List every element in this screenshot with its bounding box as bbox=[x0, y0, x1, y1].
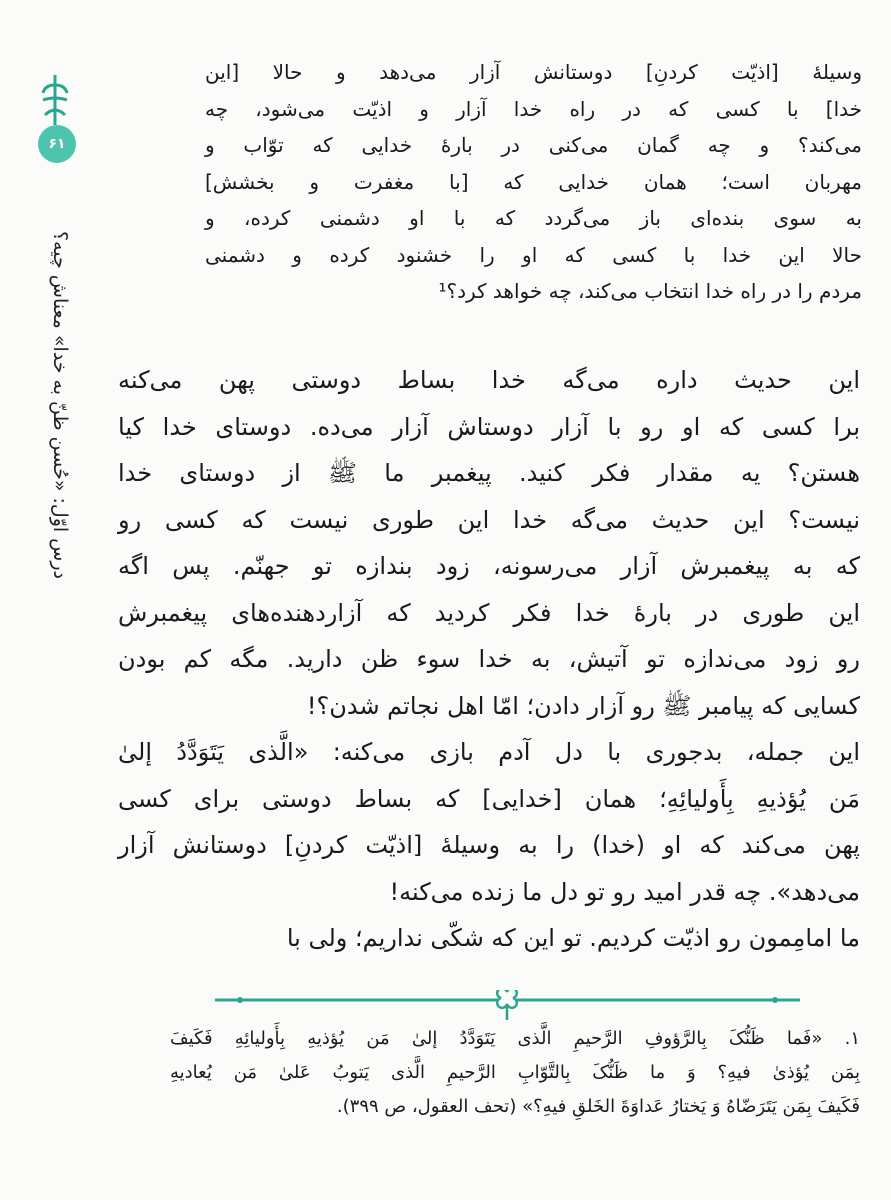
text-line: رو زود می‌ندازه تو آتیش، به خدا سوء ظن دارید. مگه کم بودن bbox=[118, 645, 860, 673]
text-line: مهربان است؛ همان خدایی که [با مغفرت و بخشش] bbox=[205, 169, 862, 194]
text-line: برا کسی که او رو با آزار دوستاش آزار می‌ده. دوستای خدا کیا bbox=[118, 412, 860, 441]
text-line: مَن یُؤذیهِ بِأَولیائِهِ؛ همان [خدایی] که بساط دوستی برای کسی bbox=[118, 784, 860, 813]
text-line: حالا این خدا با کسی که او را خشنود کرده و دشمنی bbox=[205, 242, 862, 267]
running-title-text: درس اوّل: «حُسن ظنّ به خدا» معناش چیه؟ bbox=[49, 230, 71, 580]
text-line: می‌کند؟ و چه گمان می‌کنی در بارهٔ خدایی که توّاب و bbox=[205, 133, 862, 157]
text-line: بِمَن یُؤذیٰ فیهِ؟ وَ ما ظَنُّکَ بِالتَّوّابِ الرَّحیمِ الَّذی یَتوبُ عَلیٰ مَن یُعادیهِ bbox=[170, 1062, 860, 1083]
text-line: ۱. «فَما ظَنُّکَ بِالرَّؤوفِ الرَّحیمِ الَّذی یَتَوَدَّدُ إلیٰ مَن یُؤذیهِ بِأَولیائِهِ فَکَیفَ bbox=[170, 1028, 860, 1049]
text-line: ما امامِمون رو اذیّت کردیم. تو این که شکّی نداریم؛ ولی با bbox=[286, 924, 860, 952]
text-line: وسیلهٔ [اذیّت کردنِ] دوستانش آزار می‌دهد و حالا [این bbox=[205, 60, 862, 84]
text-line: خدا] با کسی که در راه خدا آزار و اذیّت می‌شود، چه bbox=[205, 96, 862, 121]
text-line: نیست؟ این حدیث می‌گه خدا این طوری نیست که کسی رو bbox=[118, 505, 860, 534]
text-line: مردم را در راه خدا انتخاب می‌کند، چه خواهد کرد؟¹ bbox=[438, 279, 862, 303]
running-title bbox=[50, 175, 70, 635]
text-line: کسایی که پیامبر ﷺ رو آزار دادن؛ امّا اهل نجاتم شدن؟! bbox=[306, 691, 860, 720]
text-line: به سوی بنده‌ای باز می‌گردد که با او دشمنی کرده، و bbox=[205, 206, 862, 230]
text-line: فَکَیفَ بِمَن یَتَرَضّاهُ وَ یَختارُ عَداوَةَ الخَلقِ فیهِ؟» (تحف العقول، ص ۳۹۹). bbox=[336, 1096, 860, 1117]
text-line: هستن؟ یه مقدار فکر کنید. پیغمبر ما ﷺ از دوستای خدا bbox=[118, 459, 860, 487]
text-line: می‌دهد». چه قدر امید رو تو دل ما زنده می‌کنه! bbox=[389, 877, 860, 906]
footnote-divider bbox=[215, 990, 800, 1024]
page-number: ۶۱ bbox=[38, 125, 76, 163]
text-line: که به پیغمبرش آزار می‌رسونه، زود بندازه تو جهنّم. پس اگه bbox=[118, 552, 860, 580]
text-line: این جمله، بدجوری با دل آدم بازی می‌کنه: «الَّذی یَتَوَدَّدُ إلیٰ bbox=[118, 738, 860, 766]
text-line: این حدیث داره می‌گه خدا بساط دوستی پهن می‌کنه bbox=[118, 366, 860, 394]
text-line: این طوری در بارهٔ خدا فکر کردید که آزاردهنده‌های پیغمبرش bbox=[118, 598, 860, 627]
text-line: پهن می‌کند که او (خدا) را به وسیلهٔ [اذیّت کردنِ] دوستانش آزار bbox=[118, 831, 860, 859]
